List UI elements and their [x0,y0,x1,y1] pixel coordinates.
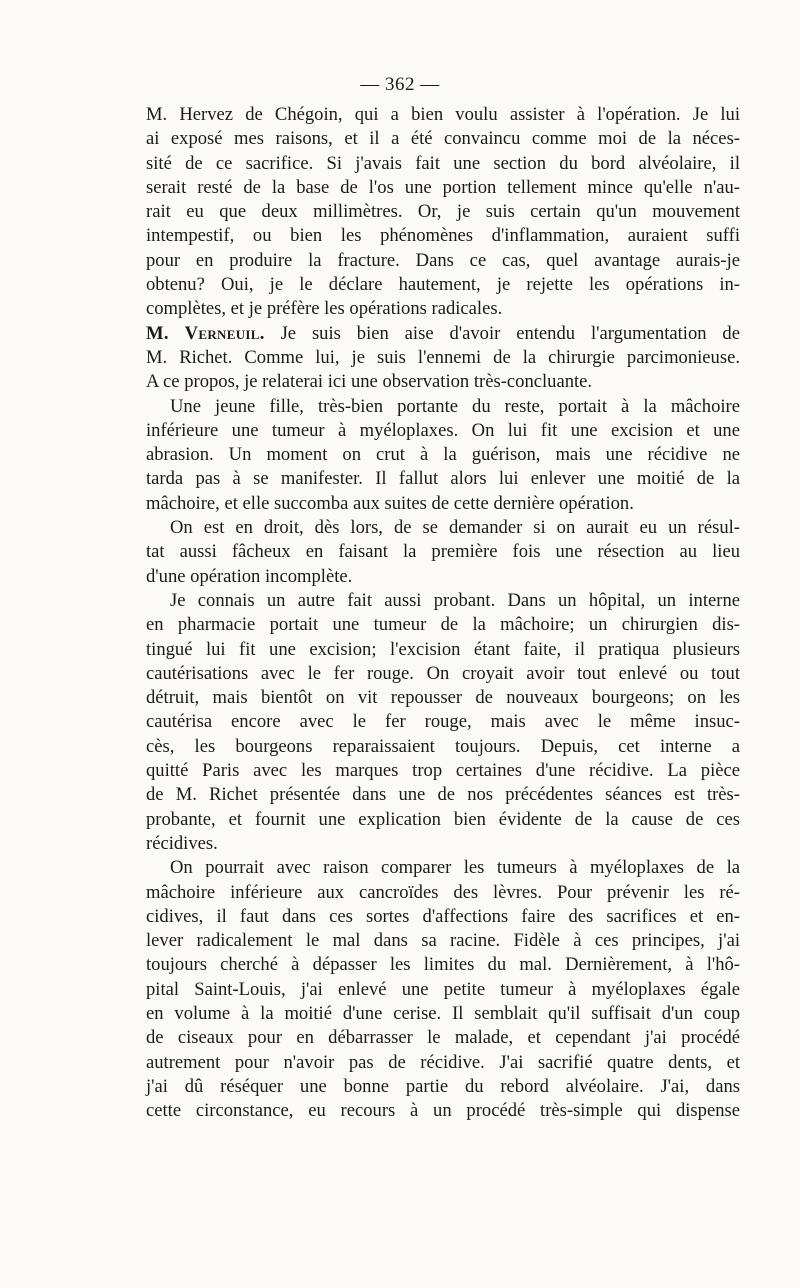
text-line [146,1099,740,1123]
text-line [146,565,740,589]
text-line-content: détruit, mais bientôt on vit repousser de nouveaux bourgeons; on les [146,687,740,709]
body-text [146,103,740,1123]
text-line [146,540,740,564]
text-line-content: abrasion. Un moment on crut à la guérison, mais une récidive ne [146,444,740,466]
text-line [146,492,740,516]
text-line-content: en pharmacie portait une tumeur de la mâchoire; un chirurgien dis- [146,614,740,636]
text-line-content: On est en droit, dès lors, de se demander si on aurait eu un résul- [170,517,740,539]
text-line [146,662,740,686]
text-line [146,419,740,443]
text-line-content: cidives, il faut dans ces sortes d'affections faire des sacrifices et en- [146,905,740,927]
text-line [146,589,740,613]
text-line-content: de M. Richet présentée dans une de nos précédentes séances est très- [146,784,740,806]
page-number: — 362 — [360,74,440,95]
text-line-content: intempestif, ou bien les phénomènes d'inflammation, auraient suffi [146,225,740,247]
text-line [146,783,740,807]
text-line [146,176,740,200]
text-line [146,370,740,394]
text-line [146,200,740,224]
text-line [146,395,740,419]
text-line-content: M. Richet. Comme lui, je suis l'ennemi de la chirurgie parcimonieuse. [146,346,740,368]
text-line-content: complètes, et je préfère les opérations radicales. [146,298,503,320]
speaker-name: M. Verneuil. [146,322,265,344]
text-line-content: tat aussi fâcheux en faisant la première fois une résection au lieu [146,541,740,563]
text-line [146,1026,740,1050]
text-line-content: tingué lui fit une excision; l'excision étant faite, il pratiqua plusieurs [146,638,740,660]
text-line-content: ai exposé mes raisons, et il a été convaincu comme moi de la néces- [146,128,740,150]
text-line [146,516,740,540]
text-line [146,1002,740,1026]
text-line [146,1075,740,1099]
text-line-content: On pourrait avec raison comparer les tumeurs à myéloplaxes de la [170,857,740,879]
text-line [146,152,740,176]
text-line-content: Je suis bien aise d'avoir entendu l'argumentation de [264,322,740,344]
text-line [146,249,740,273]
text-line-content: M. Hervez de Chégoin, qui a bien voulu assister à l'opération. Je lui [146,104,740,125]
text-line-content: cautérisa encore avec le fer rouge, mais avec le même insuc- [146,711,740,733]
text-line [146,759,740,783]
text-line [146,638,740,662]
text-line-content: quitté Paris avec les marques trop certaines d'une récidive. La pièce [146,760,740,782]
text-line-content: cette circonstance, eu recours à un procédé très-simple qui dispense [146,1100,740,1122]
text-line-content: probante, et fournit une explication bien évidente de la cause de ces [146,808,740,830]
text-line-content: inférieure une tumeur à myéloplaxes. On lui fit une excision et une [146,419,740,441]
text-line [146,686,740,710]
text-line-content: tarda pas à se manifester. Il fallut alors lui enlever une moitié de la [146,468,740,490]
text-line [146,735,740,759]
text-line [146,224,740,248]
text-line [146,613,740,637]
text-line [146,808,740,832]
text-line [146,346,740,370]
text-line-content: autrement pour n'avoir pas de récidive. J'ai sacrifié quatre dents, et [146,1051,740,1073]
text-line-content: sité de ce sacrifice. Si j'avais fait une section du bord alvéolaire, il [146,152,740,174]
text-line-content: cautérisations avec le fer rouge. On croyait avoir tout enlevé ou tout [146,662,740,684]
text-line-content: Je connais un autre fait aussi probant. Dans un hôpital, un interne [170,589,740,611]
text-line [146,710,740,734]
text-line-content: pital Saint-Louis, j'ai enlevé une petite tumeur à myéloplaxes égale [146,978,740,1000]
text-line-content: pour en produire la fracture. Dans ce cas, quel avantage aurais-je [146,249,740,271]
text-line [146,881,740,905]
text-line [146,443,740,467]
text-line [146,467,740,491]
text-line [146,273,740,297]
text-line-content: de ciseaux pour en débarrasser le malade, et cependant j'ai procédé [146,1027,740,1049]
text-line-content: rait eu que deux millimètres. Or, je suis certain qu'un mouvement [146,201,740,223]
text-line [146,832,740,856]
text-line-content: mâchoire inférieure aux cancroïdes des lèvres. Pour prévenir les ré- [146,881,740,903]
text-line-content: toujours cherché à dépasser les limites du mal. Dernièrement, à l'hô- [146,954,740,976]
text-line-content: cès, les bourgeons reparaissaient toujours. Depuis, cet interne a [146,735,740,757]
text-line-content: en volume à la moitié d'une cerise. Il semblait qu'il suffisait d'un coup [146,1002,740,1024]
text-line [146,297,740,321]
text-line [146,856,740,880]
text-line-content: serait resté de la base de l'os une portion tellement mince qu'elle n'au- [146,176,740,198]
text-line [146,929,740,953]
text-line [146,322,740,346]
text-line-content: d'une opération incomplète. [146,565,353,587]
text-line [146,905,740,929]
text-line-content: récidives. [146,832,218,854]
text-line [146,1051,740,1075]
text-line-content: lever radicalement le mal dans sa racine. Fidèle à ces principes, j'ai [146,930,740,952]
text-line-content: Une jeune fille, très-bien portante du reste, portait à la mâchoire [170,395,740,417]
text-line-content: j'ai dû réséquer une bonne partie du rebord alvéolaire. J'ai, dans [146,1075,740,1097]
text-line [146,978,740,1002]
text-line [146,103,740,127]
text-line-content: mâchoire, et elle succomba aux suites de cette dernière opération. [146,492,634,514]
text-line [146,953,740,977]
text-line-content: obtenu? Oui, je le déclare hautement, je rejette les opérations in- [146,274,740,296]
text-line [146,127,740,151]
text-line-content: A ce propos, je relaterai ici une observation très-concluante. [146,371,593,393]
